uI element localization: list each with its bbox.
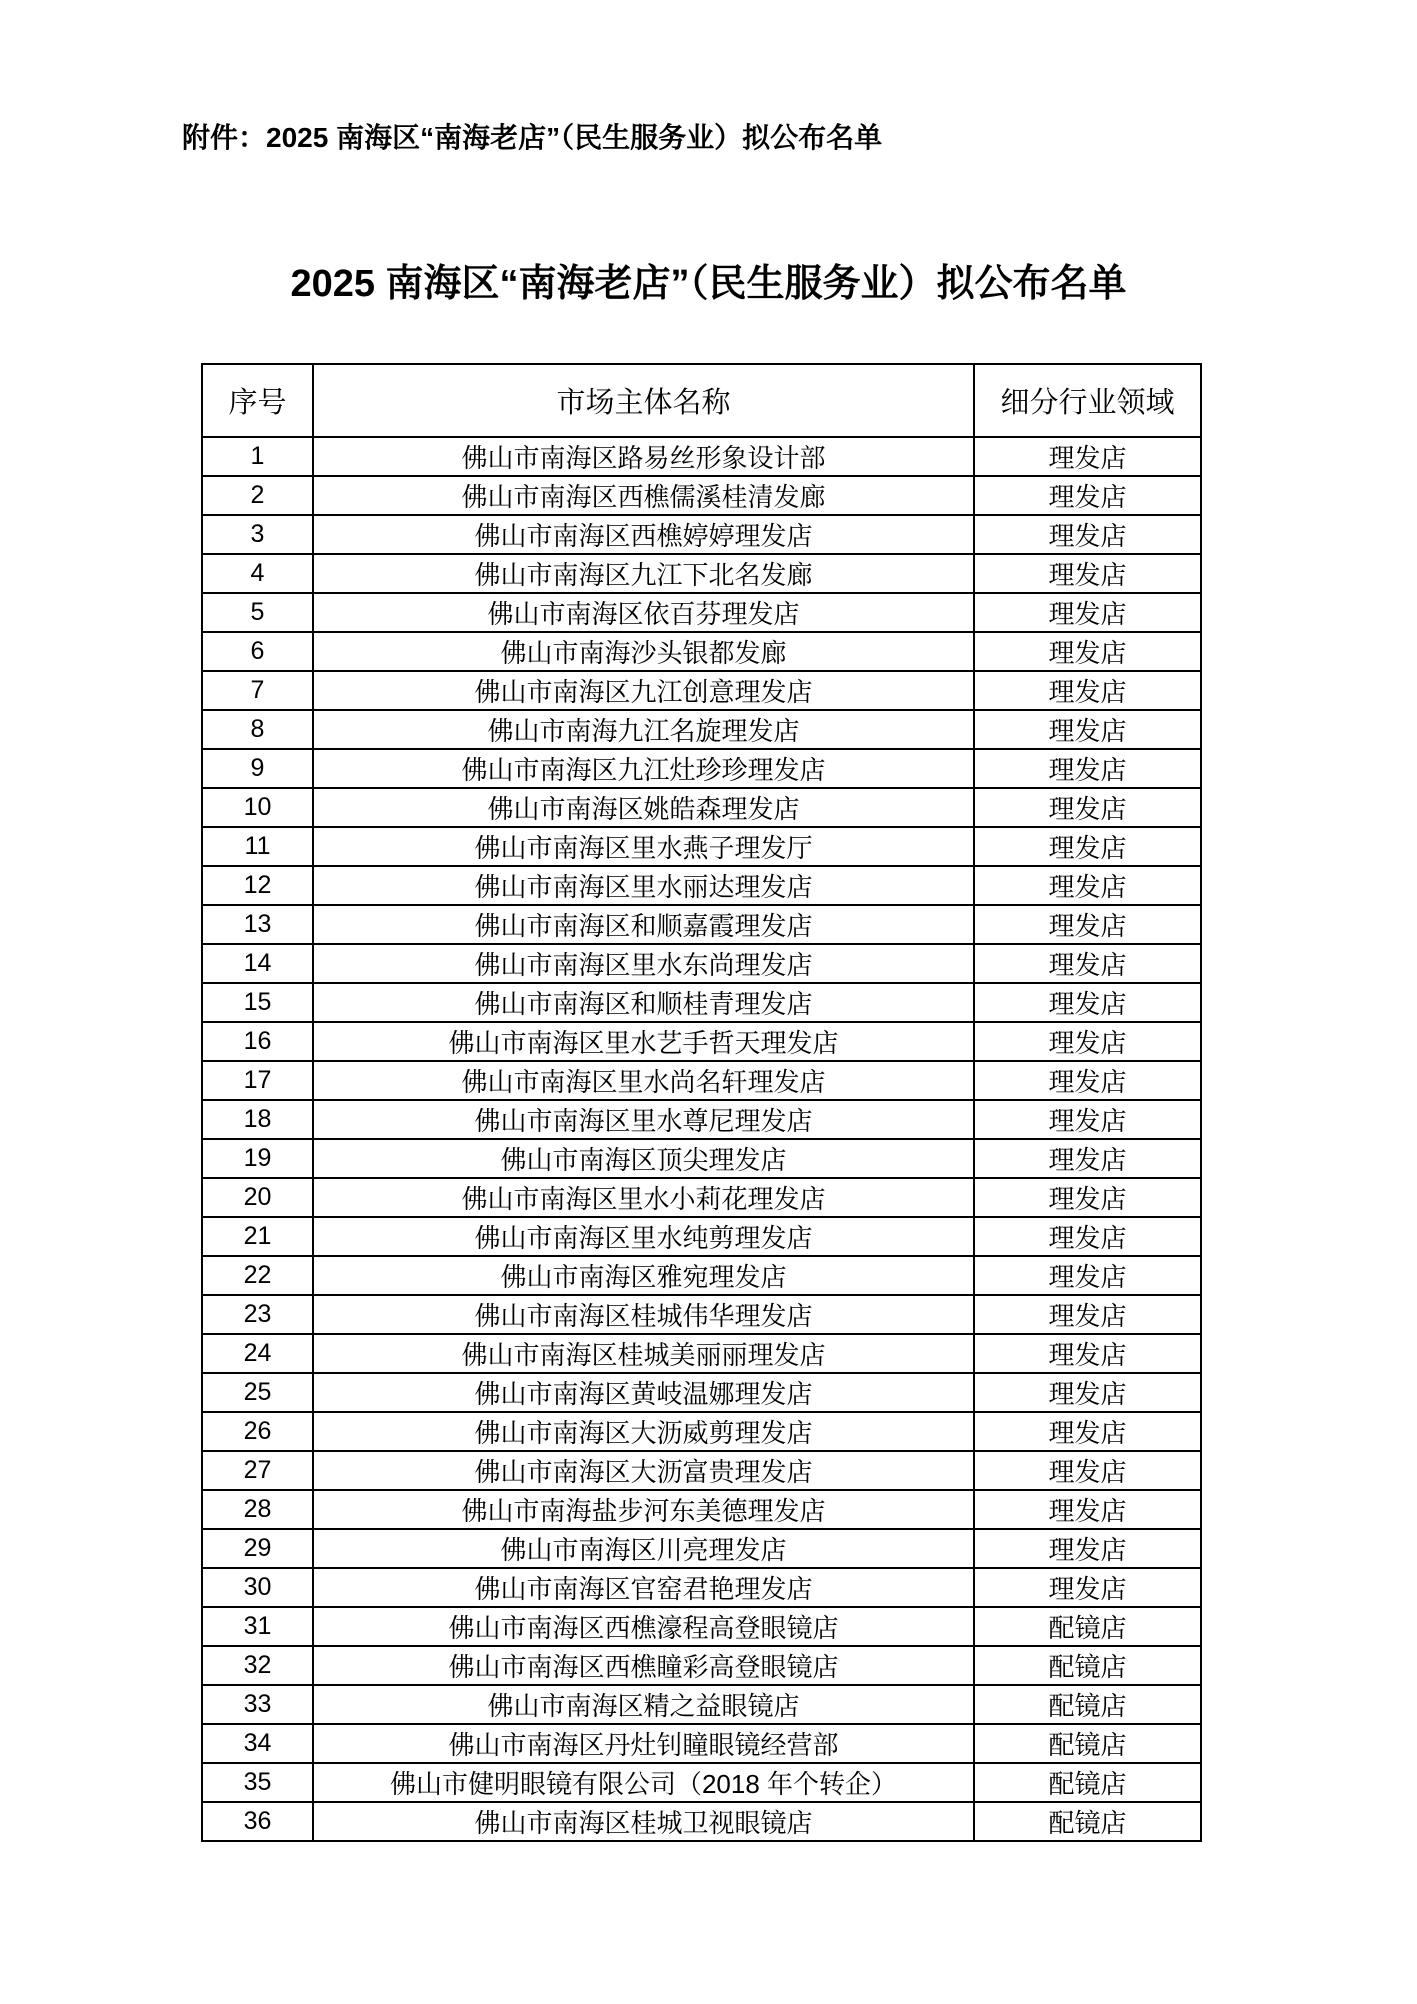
row-number-cell: 18: [202, 1100, 313, 1139]
row-number-cell: 24: [202, 1334, 313, 1373]
table-row: [202, 1529, 1201, 1568]
table-row: [202, 983, 1201, 1022]
table-row: [202, 671, 1201, 710]
entity-name-cell: 佛山市南海区官窑君艳理发店: [313, 1568, 974, 1607]
table-row: [202, 1412, 1201, 1451]
industry-cell: 理发店: [974, 749, 1201, 788]
industry-cell: 理发店: [974, 1451, 1201, 1490]
table-row: [202, 866, 1201, 905]
row-number-cell: 17: [202, 1061, 313, 1100]
entity-name-cell: 佛山市南海盐步河东美德理发店: [313, 1490, 974, 1529]
row-number-cell: 28: [202, 1490, 313, 1529]
table-row: [202, 710, 1201, 749]
entity-name-cell: 佛山市南海区黄岐温娜理发店: [313, 1373, 974, 1412]
table-row: [202, 1724, 1201, 1763]
entity-name-cell: 佛山市健明眼镜有限公司（2018 年个转企）: [313, 1763, 974, 1802]
industry-cell: 配镜店: [974, 1724, 1201, 1763]
table-row: [202, 1334, 1201, 1373]
row-number-cell: 1: [202, 437, 313, 476]
industry-cell: 理发店: [974, 710, 1201, 749]
row-number-cell: 21: [202, 1217, 313, 1256]
table-row: [202, 593, 1201, 632]
row-number-cell: 5: [202, 593, 313, 632]
entity-name-cell: 佛山市南海区里水东尚理发店: [313, 944, 974, 983]
entity-name-cell: 佛山市南海区精之益眼镜店: [313, 1685, 974, 1724]
entity-name-cell: 佛山市南海区大沥富贵理发店: [313, 1451, 974, 1490]
row-number-cell: 8: [202, 710, 313, 749]
row-number-cell: 34: [202, 1724, 313, 1763]
industry-cell: 理发店: [974, 1178, 1201, 1217]
entity-name-cell: 佛山市南海区桂城卫视眼镜店: [313, 1802, 974, 1841]
industry-cell: 理发店: [974, 593, 1201, 632]
entity-name-cell: 佛山市南海区顶尖理发店: [313, 1139, 974, 1178]
column-header-serial-number: 序号: [202, 364, 313, 437]
entity-name-cell: 佛山市南海区路易丝形象设计部: [313, 437, 974, 476]
entity-name-cell: 佛山市南海区里水尚名轩理发店: [313, 1061, 974, 1100]
entity-name-cell: 佛山市南海区里水燕子理发厅: [313, 827, 974, 866]
table-row: [202, 476, 1201, 515]
table-row: [202, 1256, 1201, 1295]
row-number-cell: 26: [202, 1412, 313, 1451]
row-number-cell: 23: [202, 1295, 313, 1334]
entity-name-cell: 佛山市南海沙头银都发廊: [313, 632, 974, 671]
row-number-cell: 3: [202, 515, 313, 554]
industry-cell: 理发店: [974, 515, 1201, 554]
industry-cell: 理发店: [974, 1022, 1201, 1061]
row-number-cell: 12: [202, 866, 313, 905]
row-number-cell: 20: [202, 1178, 313, 1217]
entity-name-cell: 佛山市南海区大沥威剪理发店: [313, 1412, 974, 1451]
industry-cell: 配镜店: [974, 1646, 1201, 1685]
industry-cell: 理发店: [974, 554, 1201, 593]
table-row: [202, 905, 1201, 944]
table-row: [202, 1100, 1201, 1139]
row-number-cell: 16: [202, 1022, 313, 1061]
entity-name-cell: 佛山市南海区西樵婷婷理发店: [313, 515, 974, 554]
table-row: [202, 1178, 1201, 1217]
table-row: [202, 1568, 1201, 1607]
row-number-cell: 15: [202, 983, 313, 1022]
row-number-cell: 27: [202, 1451, 313, 1490]
table-header-row: [202, 364, 1201, 437]
industry-cell: 理发店: [974, 866, 1201, 905]
row-number-cell: 30: [202, 1568, 313, 1607]
table-row: [202, 437, 1201, 476]
entity-name-cell: 佛山市南海区桂城伟华理发店: [313, 1295, 974, 1334]
entity-name-cell: 佛山市南海区姚皓森理发店: [313, 788, 974, 827]
table-row: [202, 788, 1201, 827]
table-row: [202, 944, 1201, 983]
table-row: [202, 632, 1201, 671]
table-header: [202, 364, 1201, 437]
table-row: [202, 749, 1201, 788]
entity-name-cell: 佛山市南海区川亮理发店: [313, 1529, 974, 1568]
row-number-cell: 31: [202, 1607, 313, 1646]
entity-name-cell: 佛山市南海区雅宛理发店: [313, 1256, 974, 1295]
entity-name-cell: 佛山市南海区里水丽达理发店: [313, 866, 974, 905]
industry-cell: 理发店: [974, 1412, 1201, 1451]
table-row: [202, 515, 1201, 554]
entity-name-cell: 佛山市南海区里水小莉花理发店: [313, 1178, 974, 1217]
industry-cell: 理发店: [974, 1217, 1201, 1256]
row-number-cell: 4: [202, 554, 313, 593]
row-number-cell: 11: [202, 827, 313, 866]
entity-name-cell: 佛山市南海区里水纯剪理发店: [313, 1217, 974, 1256]
row-number-cell: 10: [202, 788, 313, 827]
row-number-cell: 6: [202, 632, 313, 671]
industry-cell: 理发店: [974, 1139, 1201, 1178]
published-list-table: [201, 363, 1202, 1842]
attachment-heading: 附件：2025 南海区“南海老店”（民生服务业）拟公布名单: [182, 122, 883, 153]
industry-cell: 理发店: [974, 1061, 1201, 1100]
entity-name-cell: 佛山市南海区西樵濠程高登眼镜店: [313, 1607, 974, 1646]
industry-cell: 理发店: [974, 671, 1201, 710]
industry-cell: 理发店: [974, 944, 1201, 983]
industry-cell: 配镜店: [974, 1607, 1201, 1646]
row-number-cell: 33: [202, 1685, 313, 1724]
entity-name-cell: 佛山市南海区桂城美丽丽理发店: [313, 1334, 974, 1373]
table-row: [202, 1373, 1201, 1412]
column-header-industry: 细分行业领域: [974, 364, 1201, 437]
table-row: [202, 1295, 1201, 1334]
table-row: [202, 1763, 1201, 1802]
industry-cell: 理发店: [974, 1334, 1201, 1373]
industry-cell: 理发店: [974, 983, 1201, 1022]
industry-cell: 理发店: [974, 1295, 1201, 1334]
industry-cell: 理发店: [974, 1490, 1201, 1529]
table-row: [202, 1139, 1201, 1178]
industry-cell: 理发店: [974, 437, 1201, 476]
industry-cell: 理发店: [974, 905, 1201, 944]
industry-cell: 配镜店: [974, 1802, 1201, 1841]
table-row: [202, 1646, 1201, 1685]
entity-name-cell: 佛山市南海区里水尊尼理发店: [313, 1100, 974, 1139]
row-number-cell: 29: [202, 1529, 313, 1568]
column-header-entity-name: 市场主体名称: [313, 364, 974, 437]
row-number-cell: 22: [202, 1256, 313, 1295]
industry-cell: 理发店: [974, 632, 1201, 671]
industry-cell: 理发店: [974, 788, 1201, 827]
row-number-cell: 35: [202, 1763, 313, 1802]
row-number-cell: 32: [202, 1646, 313, 1685]
row-number-cell: 25: [202, 1373, 313, 1412]
industry-cell: 理发店: [974, 827, 1201, 866]
row-number-cell: 14: [202, 944, 313, 983]
table-row: [202, 827, 1201, 866]
industry-cell: 理发店: [974, 1373, 1201, 1412]
row-number-cell: 36: [202, 1802, 313, 1841]
industry-cell: 理发店: [974, 1100, 1201, 1139]
table-row: [202, 1451, 1201, 1490]
industry-cell: 理发店: [974, 1568, 1201, 1607]
industry-cell: 配镜店: [974, 1763, 1201, 1802]
entity-name-cell: 佛山市南海区西樵儒溪桂清发廊: [313, 476, 974, 515]
row-number-cell: 19: [202, 1139, 313, 1178]
table-body: [202, 437, 1201, 1841]
entity-name-cell: 佛山市南海区九江灶珍珍理发店: [313, 749, 974, 788]
row-number-cell: 2: [202, 476, 313, 515]
industry-cell: 理发店: [974, 1529, 1201, 1568]
row-number-cell: 13: [202, 905, 313, 944]
row-number-cell: 7: [202, 671, 313, 710]
entity-name-cell: 佛山市南海九江名旋理发店: [313, 710, 974, 749]
entity-name-cell: 佛山市南海区和顺嘉霞理发店: [313, 905, 974, 944]
entity-name-cell: 佛山市南海区西樵瞳彩高登眼镜店: [313, 1646, 974, 1685]
table-row: [202, 1802, 1201, 1841]
table-row: [202, 1607, 1201, 1646]
table-row: [202, 554, 1201, 593]
entity-name-cell: 佛山市南海区依百芬理发店: [313, 593, 974, 632]
industry-cell: 配镜店: [974, 1685, 1201, 1724]
table-row: [202, 1061, 1201, 1100]
table-row: [202, 1022, 1201, 1061]
page-title: 2025 南海区“南海老店”（民生服务业）拟公布名单: [290, 263, 1127, 305]
industry-cell: 理发店: [974, 476, 1201, 515]
table-row: [202, 1490, 1201, 1529]
table-row: [202, 1685, 1201, 1724]
row-number-cell: 9: [202, 749, 313, 788]
entity-name-cell: 佛山市南海区里水艺手哲天理发店: [313, 1022, 974, 1061]
entity-name-cell: 佛山市南海区和顺桂青理发店: [313, 983, 974, 1022]
table-row: [202, 1217, 1201, 1256]
entity-name-cell: 佛山市南海区九江创意理发店: [313, 671, 974, 710]
entity-name-cell: 佛山市南海区九江下北名发廊: [313, 554, 974, 593]
entity-name-cell: 佛山市南海区丹灶钊瞳眼镜经营部: [313, 1724, 974, 1763]
industry-cell: 理发店: [974, 1256, 1201, 1295]
